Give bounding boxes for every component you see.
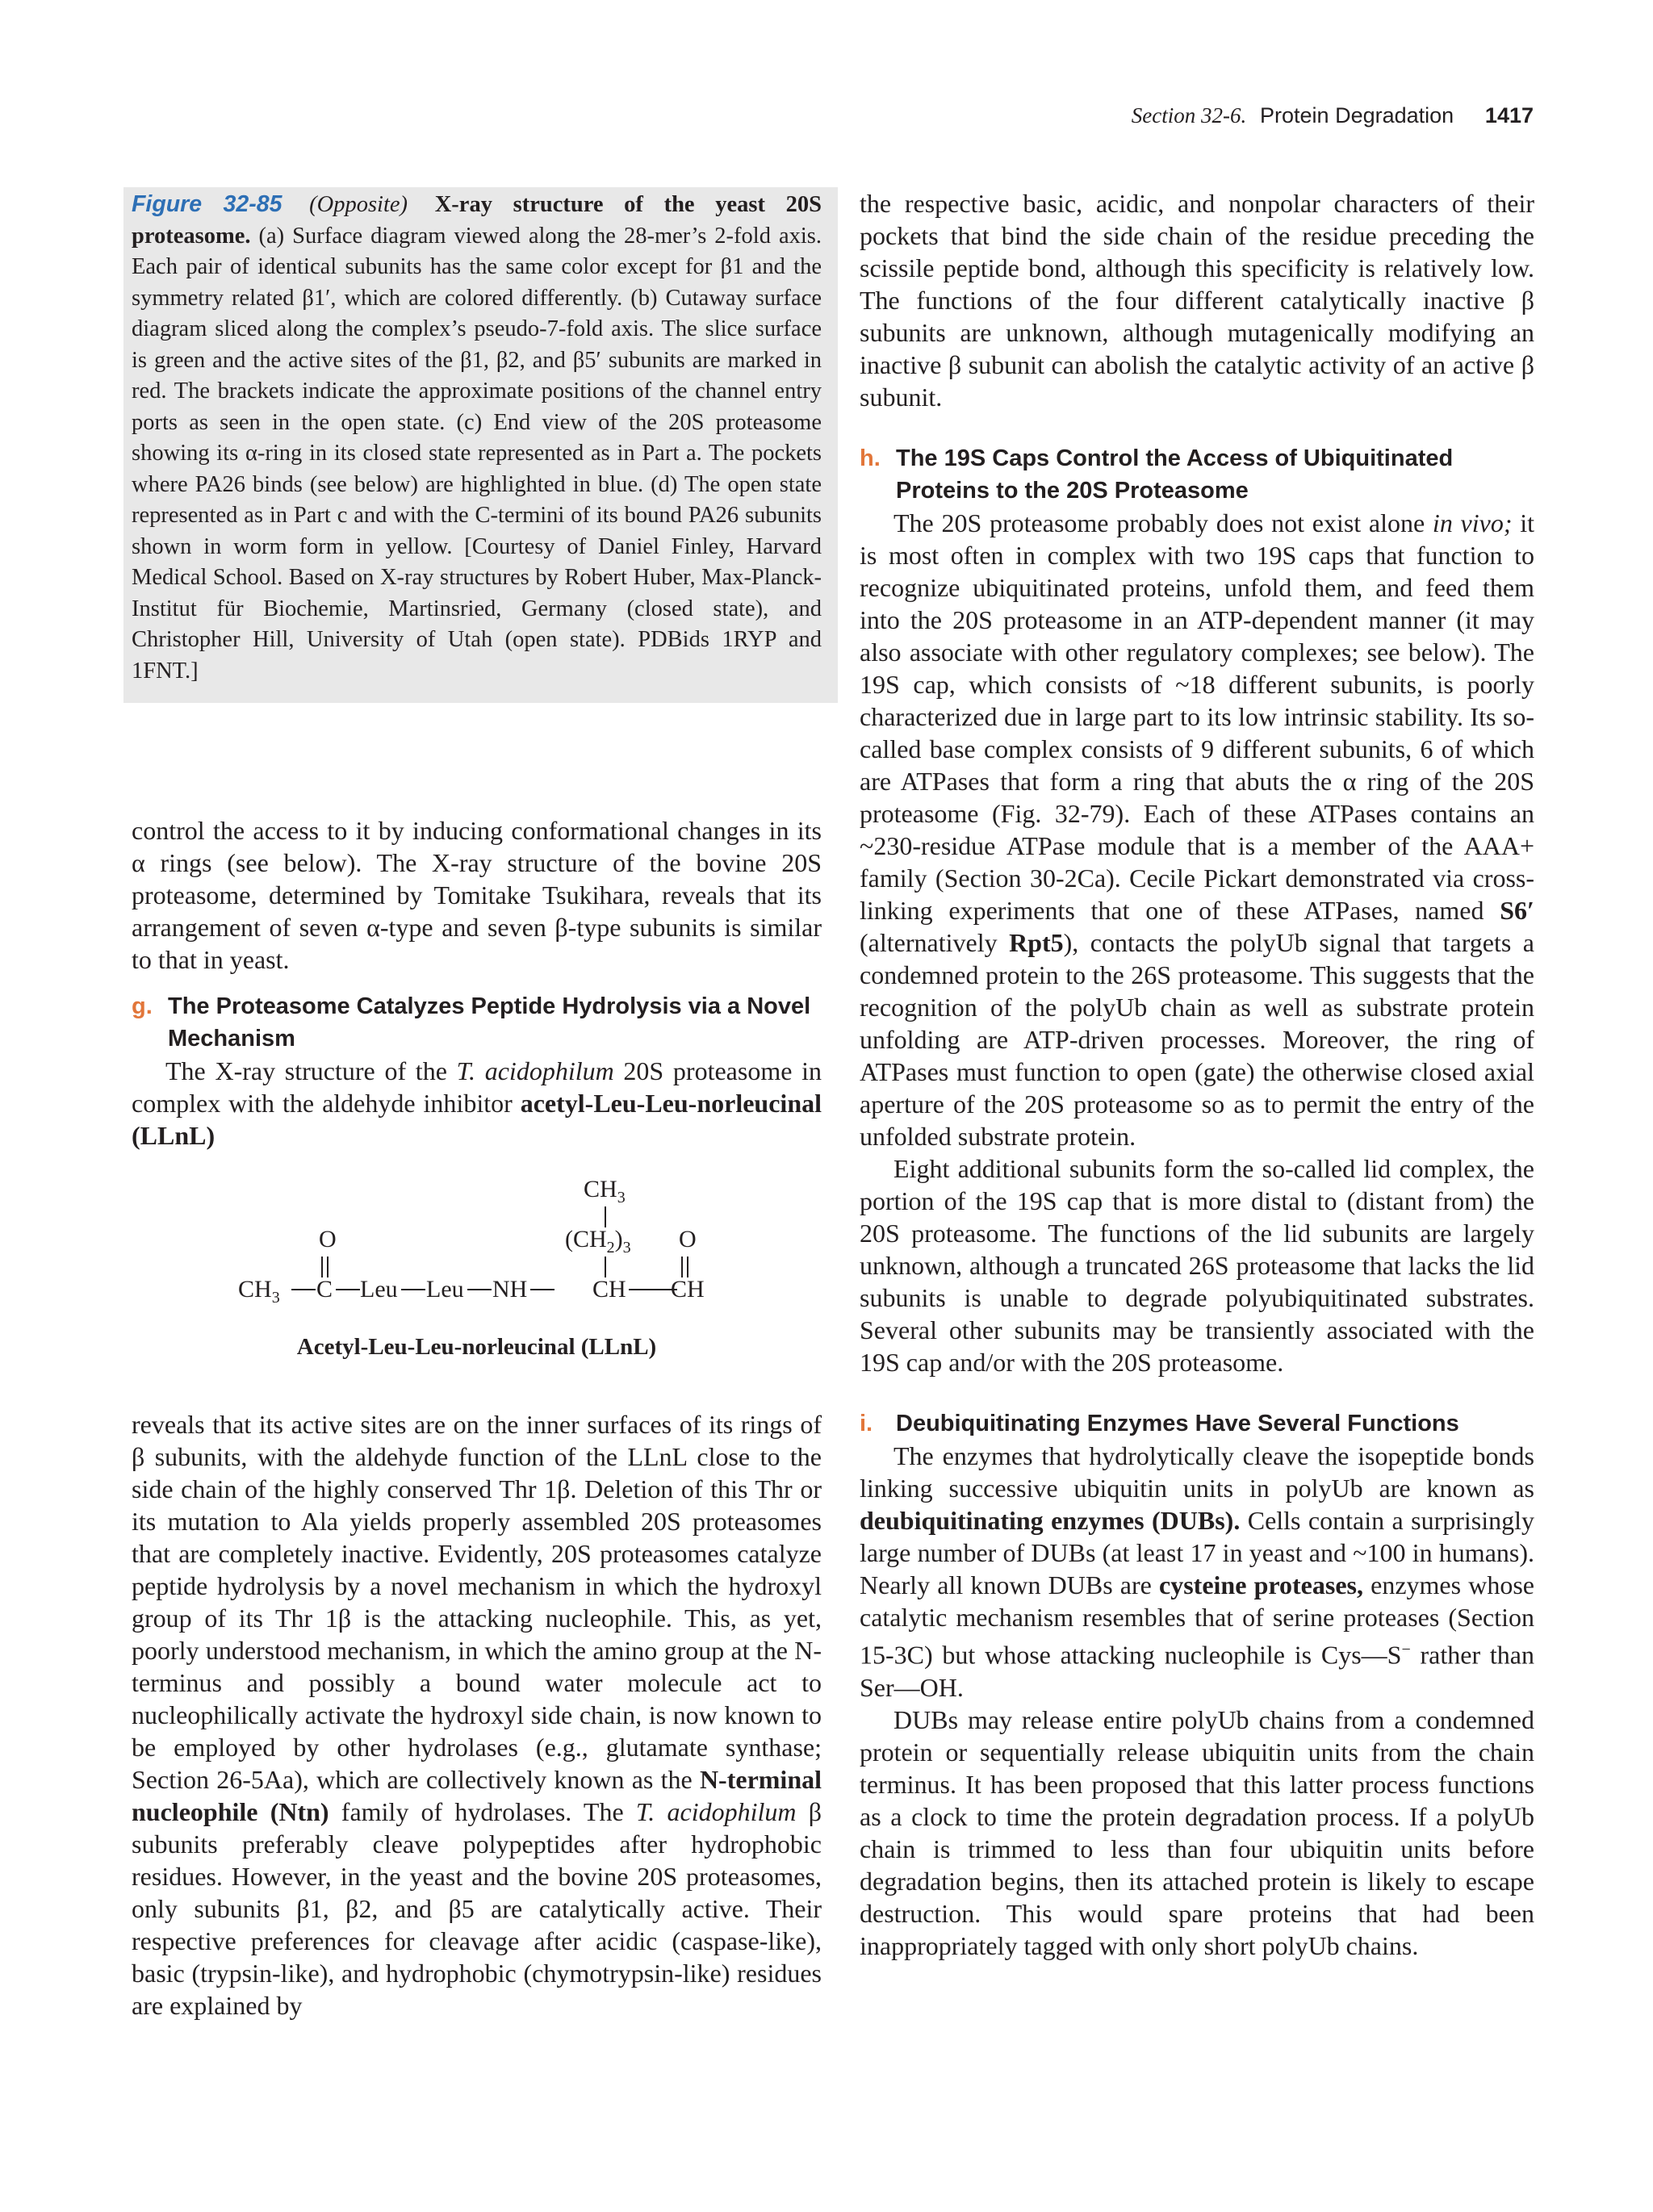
bond (401, 1289, 425, 1290)
header-section: Section 32-6. (1131, 103, 1247, 128)
key-term: S6′ (1500, 896, 1534, 925)
aldehyde-oxygen: O (679, 1226, 697, 1252)
structure-name: Acetyl-Leu-Leu-norleucinal (LLnL) (296, 1334, 657, 1360)
chemical-structure: $CH_3$ $(CH_2)_3$ O O $CH_3$ C Leu Leu NH CH CH Acetyl-Leu-Leu-norleucinal (LLnL) (132, 1176, 822, 1386)
bond (605, 1257, 606, 1277)
paragraph (860, 1440, 1534, 1704)
paragraph (860, 507, 1534, 1152)
heading-letter: i. (860, 1411, 873, 1436)
page-number: 1417 (1484, 103, 1534, 128)
text-run: Cells contain a surprisingly large number of DUBs (at least 17 in yeast and ~100 in humans). Nearly all known DUBs are (860, 1506, 1534, 1599)
ch3-top: $CH_3$ (584, 1176, 626, 1206)
superscript: − (1401, 1641, 1411, 1658)
text-run: The enzymes that hydrolytically cleave the isopeptide bonds linking successive ubiquitin units in polyUb are known as (860, 1441, 1534, 1503)
paragraph (132, 1055, 822, 1152)
heading-text: The 19S Caps Control the Access of Ubiquitinated Proteins to the 20S Proteasome (896, 445, 1454, 504)
figure-label: Figure 32-85 (132, 191, 282, 217)
key-term: acetyl-Leu-Leu-norleucinal (LLnL) (132, 1089, 822, 1150)
heading-letter: h. (860, 445, 881, 471)
species-name: T. acidophilum (456, 1056, 614, 1085)
text-run: it is most often in complex with two 19S caps that function to recognize ubiquitinated proteins, unfold them, and feed them into the 20S proteasome in an ATP-dependent manner (it may also associate with other regulatory complexes; see below). The 19S cap, which consists of ~18 different subunits, is poorly characterized due in large part to its low intrinsic stability. Its so-called base complex consists of 9 different subunits, 6 of which are ATPases that form a ring that abuts the α ring of the 20S proteasome (Fig. 32-79). Each of these ATPases contains an ~230-residue ATPase module that is a member of the AAA+ family (Section 30-2Ca). Cecile Pickart demonstrated via cross-linking experiments that one of these ATPases, named (860, 508, 1535, 925)
text-run: ), contacts the polyUb signal that targets a condemned protein to the 26S proteasome. This suggests that the recognition of the polyUb chain as well as substrate protein unfolding are ATP-driven processes. Moreover, the ring of ATPases must function to open (gate) the otherwise closed axial aperture of the 20S proteasome so as to permit the entry of the unfolded substrate protein. (860, 928, 1535, 1151)
section-heading-g (132, 990, 822, 1055)
key-term: deubiquitinating enzymes (DUBs). (860, 1506, 1241, 1535)
running-header (1132, 103, 1534, 128)
text-run: reveals that its active sites are on the inner surfaces of its rings of β subunits, with the aldehyde function of the LLnL close to the side chain of the highly conserved Thr 1β. Deletion of this Thr or its mutation to Ala yields properly assembled 20S proteasomes that are completely inactive. Evidently, 20S proteasomes catalyze peptide hydrolysis by a novel mechanism in which the hydroxyl group of its Thr 1β is the attacking nucleophile. This, as yet, poorly understood mechanism, in which the amino group at the N-terminus and possibly a bound water molecule act to nucleophilically activate the hydroxyl side chain, is now known to be employed by other hydrolases (e.g., glutamate synthase; Section 26-5Aa), which are collectively known as the (132, 1410, 822, 1794)
bond (530, 1289, 554, 1290)
text-run: rather than Ser—OH. (860, 1640, 1535, 1702)
section-heading-i (860, 1407, 1534, 1440)
text-run: β subunits preferably cleave polypeptides after hydrophobic residues. However, in the yeast and the bovine 20S proteasomes, only subunits β1, β2, and β5 are catalytically active. Their respective preferences for cleavage after acidic (caspase-like), basic (trypsin-like), and hydrophobic (chymotrypsin-like) residues are explained by (132, 1797, 822, 2020)
text-run: The 20S proteasome probably does not exist alone (893, 508, 1433, 537)
key-term: Rpt5 (1009, 928, 1064, 957)
bond (291, 1289, 316, 1290)
paragraph: the respective basic, acidic, and nonpolar characters of their pockets that bind the side chain of the residue preceding the scissile peptide bond, although this specificity is relatively low. The functions of the four different catalytically inactive β subunits are unknown, although mutagenically modifying an inactive β subunit can abolish the catalytic activity of an active β subunit. (860, 189, 1534, 412)
double-bond (681, 1257, 688, 1277)
ch2-group: $(CH_2)_3$ (565, 1226, 631, 1257)
text-run: 20S proteasome in complex with the aldehyde inhibitor (132, 1056, 822, 1118)
key-term: N-terminal nucleophile (Ntn) (132, 1765, 822, 1826)
paragraph: control the access to it by inducing conformational changes in its α rings (see below). The X-ray structure of the bovine 20S proteasome, determined by Tomitake Tsukihara, reveals that its arrangement of seven α-type and seven β-type subunits is similar to that in yeast. (132, 816, 822, 974)
right-column (860, 187, 1534, 1962)
paragraph: DUBs may release entire polyUb chains from a condemned protein or sequentially release ubiquitin units from the chain terminus. It has been proposed that this latter process functions as a clock to time the protein degradation process. If a polyUb chain is trimmed to less than four ubiquitin units before degradation begins, then its attached protein is likely to escape destruction. This would spare proteins that had been inappropriately tagged with only short polyUb chains. (860, 1704, 1534, 1960)
bond (605, 1206, 606, 1227)
paragraph (132, 1408, 822, 2022)
heading-text: Deubiquitinating Enzymes Have Several Functions (896, 1411, 1459, 1436)
bond (336, 1289, 360, 1290)
text-run: family of hydrolases. The (329, 1797, 636, 1826)
heading-text: The Proteasome Catalyzes Peptide Hydrolysis via a Novel Mechanism (168, 993, 811, 1052)
species-name: T. acidophilum (635, 1797, 797, 1826)
caption-lead: (Opposite) (309, 192, 408, 217)
text-run: The X-ray structure of the (165, 1056, 457, 1085)
bond (467, 1289, 492, 1290)
paragraph: Eight additional subunits form the so-called lid complex, the portion of the 19S cap that is more distal to (distant from) the 20S proteasome. The functions of the lid subunits are largely unknown, although a truncated 26S proteasome that lacks the lid subunits is unable to degrade polyubiquitinated substrates. Several other subunits may be transiently associated with the 19S cap and/or with the 20S proteasome. (860, 1154, 1534, 1377)
text-run: enzymes whose catalytic mechanism resembles that of serine proteases (Section 15-3C) but whose attacking nucleophile is Cys—S (860, 1570, 1534, 1670)
text-run: (alternatively (860, 928, 1010, 957)
header-title: Protein Degradation (1260, 103, 1454, 128)
left-column (132, 187, 822, 2022)
figure-caption (123, 187, 838, 703)
key-term: cysteine proteases, (1159, 1570, 1363, 1599)
section-heading-h (860, 442, 1534, 507)
latin-term: in vivo; (1432, 508, 1513, 537)
caption-title: X-ray structure of the yeast 20S proteasome. (132, 192, 822, 249)
carbonyl-oxygen: O (319, 1226, 337, 1252)
bond (629, 1289, 677, 1290)
double-bond (321, 1257, 329, 1277)
caption-body: (a) Surface diagram viewed along the 28-mer’s 2-fold axis. Each pair of identical subunits has the same color except for β1 and the symmetry related β1′, which are colored differently. (b) Cutaway surface diagram sliced along the complex’s pseudo-7-fold axis. The slice surface is green and the active sites of the β1, β2, and β5′ subunits are marked in red. The brackets indicate the approximate positions of the channel entry ports as seen in the open state. (c) End view of the 20S proteasome showing its α-ring in its closed state represented as in Part a. The pockets where PA26 binds (see below) are highlighted in blue. (d) The open state represented as in Part c and with the C-termini of its bound PA26 subunits shown in worm form in yellow. [Courtesy of Daniel Finley, Harvard Medical School. Based on X-ray structures by Robert Huber, Max-Planck-Institut für Biochemie, Martinsried, Germany (closed state), and Christopher Hill, University of Utah (open state). PDBids 1RYP and 1FNT.] (132, 223, 822, 684)
heading-letter: g. (132, 993, 153, 1019)
